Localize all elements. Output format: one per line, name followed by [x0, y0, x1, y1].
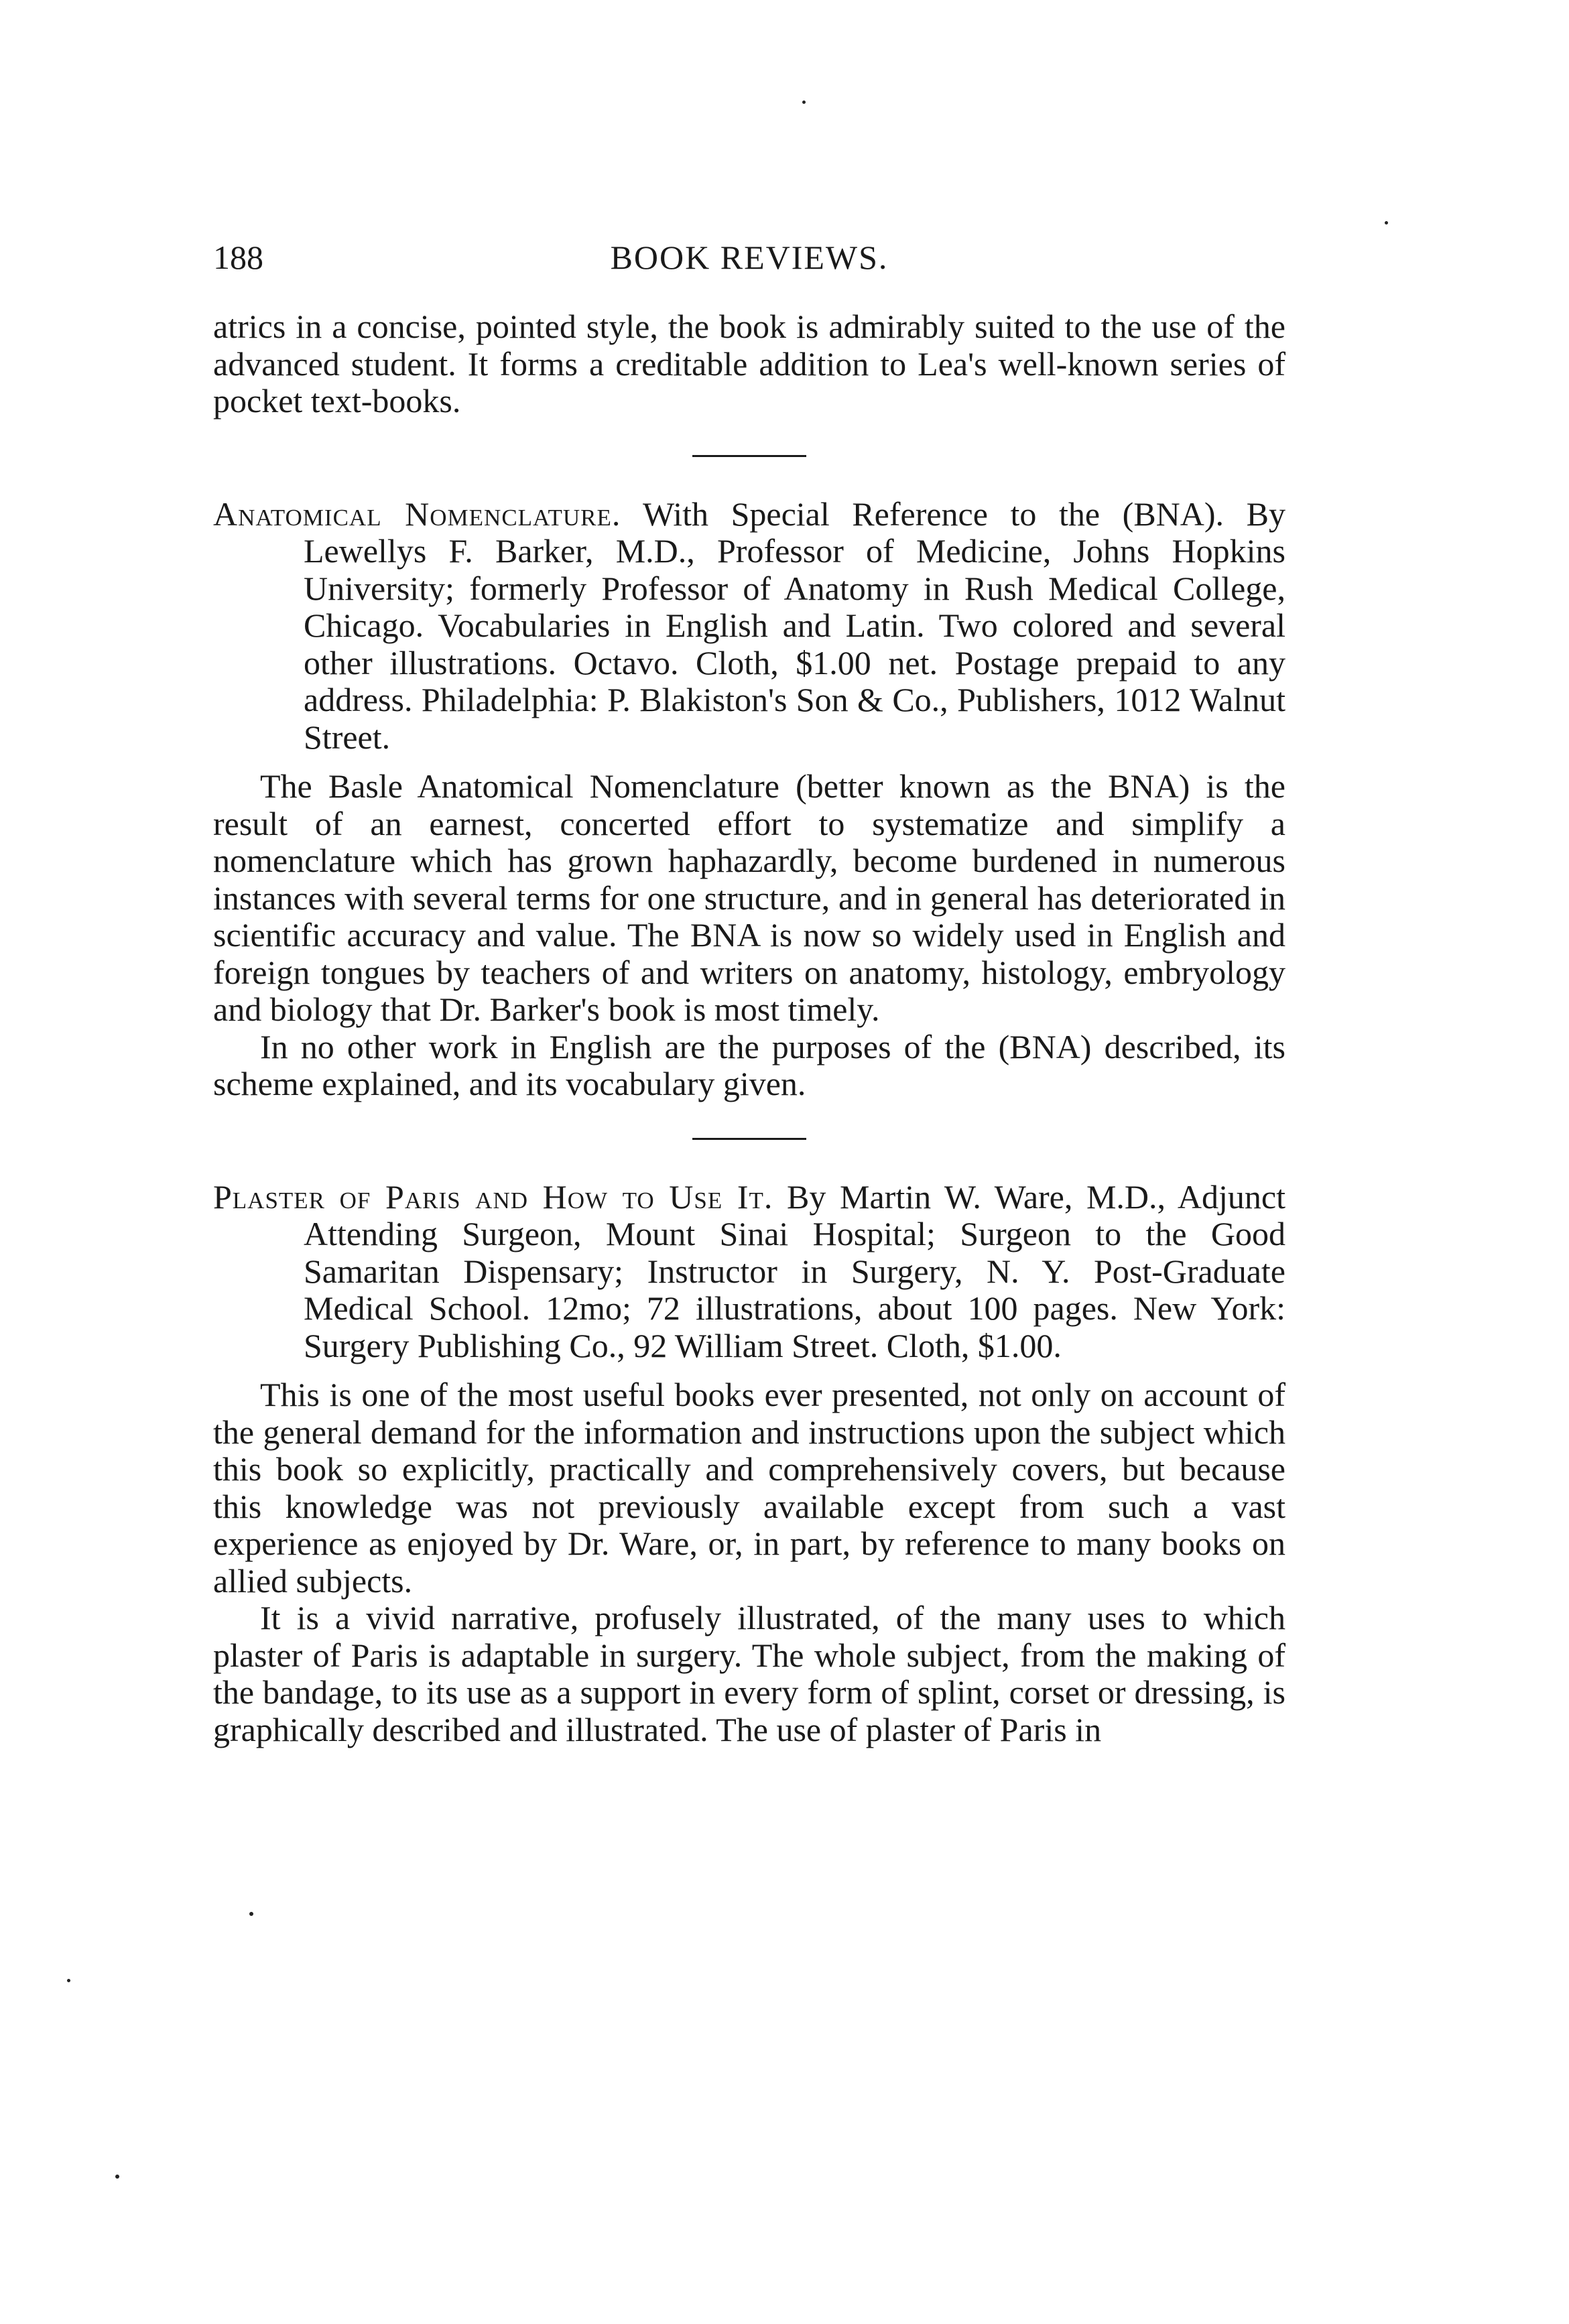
review-citation: With Special Reference to the (BNA). By Lewellys F. Barker, M.D., Professor of Medicine, Johns Hopkins University; formerly Professor of Anatomy in Rush Medical College, Chicago. Vocabularies in English and Latin. Two colored and several other illustrations. Octavo. Cloth, $1.00 net. Postage prepaid to any address. Philadelphia: P. Blakiston's Son & Co., Publishers, 1012 Walnut Street. — [304, 495, 1285, 756]
running-head — [213, 238, 1285, 285]
review-paragraph: In no other work in English are the purposes of the (BNA) described, its scheme explained, and its vocabulary given. — [213, 1027, 1285, 1102]
review-entry-anatomical-nomenclature — [213, 496, 1285, 757]
review-paragraph: This is one of the most useful books ever presented, not only on account of the general demand for the information and instructions upon the subject which this book so explicitly, practically and comprehensively covers, but because this knowledge was not previously available except from such a vast experience as enjoyed by Dr. Ware, or, in part, by reference to many books on allied subjects. — [213, 1376, 1285, 1600]
section-divider — [692, 455, 806, 457]
body-text — [213, 308, 1285, 1748]
scan-speck — [1385, 221, 1388, 224]
header-title: BOOK REVIEWS. — [610, 239, 889, 276]
review-paragraph: It is a vivid narrative, profusely illustrated, of the many uses to which plaster of Paris is adaptable in surgery. The whole subject, from the making of the bandage, to its use as a support in every form of splint, corset or dressing, is graphically described and illustrated. The use of plaster of Paris in — [213, 1599, 1285, 1748]
page-number: 188 — [213, 239, 263, 276]
section-divider — [692, 1138, 806, 1140]
scan-speck — [67, 1979, 70, 1982]
continuation-paragraph: atrics in a concise, pointed style, the book is admirably suited to the use of the advanced student. It forms a creditable addition to Lea's well-known series of pocket text-books. — [213, 308, 1285, 419]
review-citation: By Martin W. Ware, M.D., Adjunct Attending Surgeon, Mount Sinai Hospital; Surgeon to the Good Samaritan Dispensary; Instructor in Surgery, N. Y. Post-Graduate Medical School. 12mo; 72 illustrations, about 100 pages. New York: Surgery Publishing Co., 92 William Street. Cloth, $1.00. — [304, 1177, 1285, 1364]
review-paragraph: The Basle Anatomical Nomenclature (better known as the BNA) is the result of an earnest, concerted effort to systematize and simplify a nomenclature which has grown haphazardly, become burdened in numerous instances with several terms for one structure, and in general has deteriorated in scientific accuracy and value. The BNA is now so widely used in English and foreign tongues by teachers of and writers on anatomy, histology, embryology and biology that Dr. Barker's book is most timely. — [213, 767, 1285, 1028]
scan-speck — [115, 2175, 119, 2179]
scan-speck — [802, 101, 806, 104]
review-title: Anatomical Nomenclature. — [213, 495, 621, 533]
review-title: Plaster of Paris and How to Use It. — [213, 1177, 773, 1216]
scan-speck — [249, 1912, 253, 1916]
review-entry-plaster-of-paris — [213, 1179, 1285, 1365]
